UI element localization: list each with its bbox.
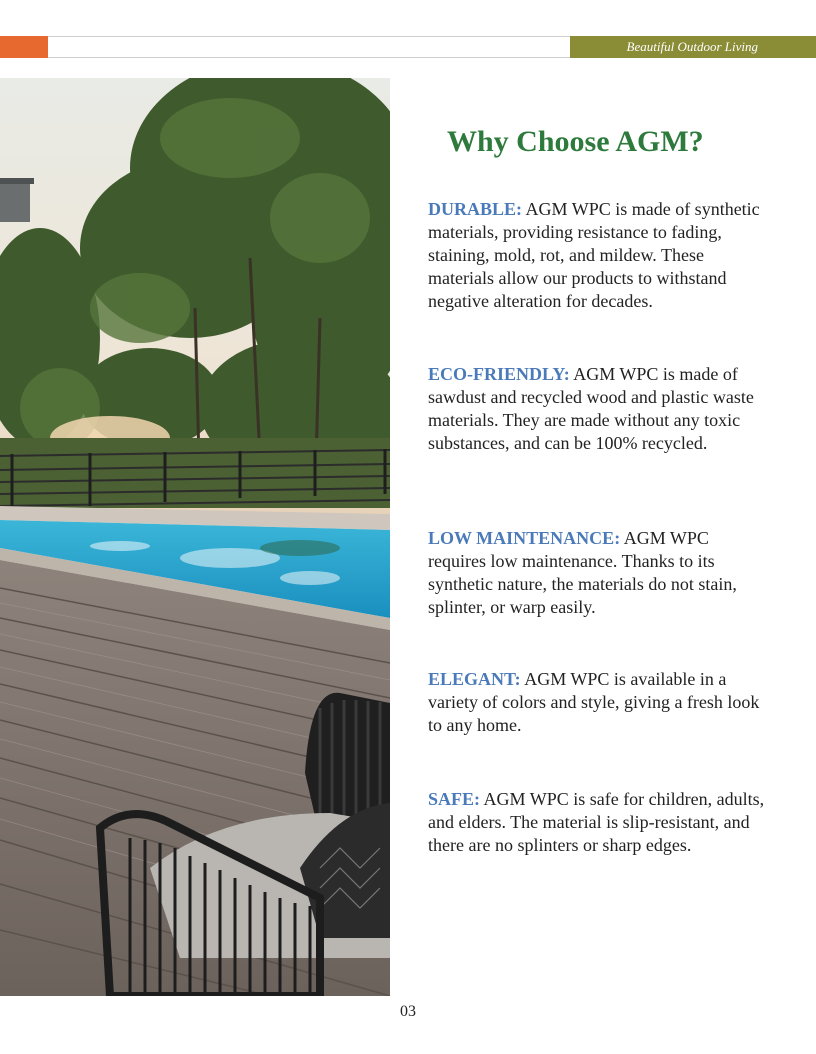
feature-label: SAFE: [428, 789, 481, 809]
feature-safe [428, 788, 768, 857]
feature-low-maintenance [428, 527, 768, 619]
header-tagline-bar [570, 36, 816, 58]
features-column [428, 120, 768, 855]
feature-text: AGM WPC requires low maintenance. Thanks to its synthetic nature, the materials do not stain, splinter, or warp easily. [428, 528, 737, 617]
header-accent-orange [0, 36, 48, 58]
feature-label: LOW MAINTENANCE: [428, 528, 621, 548]
feature-durable [428, 198, 768, 313]
feature-text: AGM WPC is safe for children, adults, and elders. The material is slip-resistant, and there are no splinters or sharp edges. [428, 789, 765, 855]
feature-text: AGM WPC is made of sawdust and recycled wood and plastic waste materials. They are made without any toxic substances, and can be 100% recycled. [428, 364, 754, 453]
page-title: Why Choose AGM? [447, 125, 704, 158]
pool-deck-photo [0, 78, 390, 996]
header-rule [48, 36, 570, 58]
feature-text: AGM WPC is made of synthetic materials, providing resistance to fading, staining, mold, rot, and mildew. These materials allow our products to withstand negative alteration for decades. [428, 199, 760, 311]
feature-text: AGM WPC is available in a variety of colors and style, giving a fresh look to any home. [428, 669, 760, 735]
feature-elegant [428, 668, 768, 737]
page-number: 03 [400, 1003, 416, 1020]
feature-label: ELEGANT: [428, 669, 521, 689]
header-tagline: Beautiful Outdoor Living [626, 39, 758, 54]
feature-label: ECO-FRIENDLY: [428, 364, 570, 384]
feature-eco-friendly [428, 363, 768, 455]
feature-label: DURABLE: [428, 199, 523, 219]
